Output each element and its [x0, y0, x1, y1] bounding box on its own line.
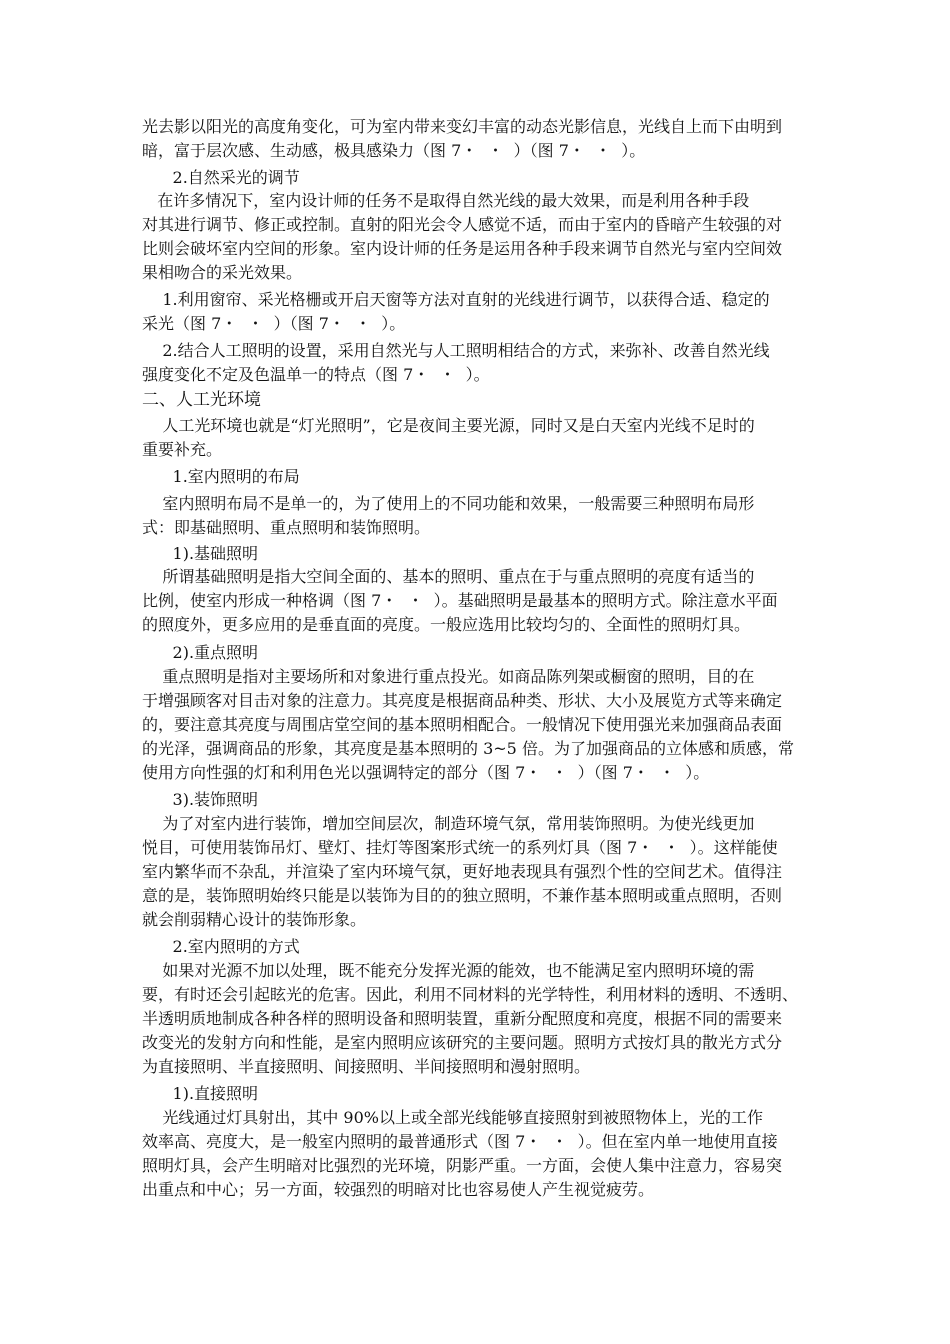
paragraph-line: 所谓基础照明是指大空间全面的、基本的照明、重点在于与重点照明的亮度有适当的 — [142, 567, 755, 586]
paragraph-line: 重要补充。 — [142, 440, 223, 459]
paragraph-line: 采光（图 7・ ・ ）（图 7・ ・ ）。 — [142, 314, 406, 333]
paragraph-line: 2.结合人工照明的设置，采用自然光与人工照明相结合的方式，来弥补、改善自然光线 — [142, 341, 770, 360]
paragraph-line: 出重点和中心；另一方面，较强烈的明暗对比也容易使人产生视觉疲劳。 — [142, 1180, 655, 1199]
section-heading: 1.室内照明的布局 — [142, 467, 300, 486]
section-heading: 二、人工光环境 — [142, 390, 261, 410]
paragraph-line: 为了对室内进行装饰，增加空间层次，制造环境气氛，常用装饰照明。为使光线更加 — [142, 814, 755, 833]
paragraph-line: 于增强顾客对目击对象的注意力。其亮度是根据商品种类、形状、大小及展览方式等来确定 — [142, 691, 783, 710]
paragraph-line: 意的是，装饰照明始终只能是以装饰为目的的独立照明，不兼作基本照明或重点照明，否则 — [142, 886, 783, 905]
paragraph-line: 效率高、亮度大，是一般室内照明的最普通形式（图 7・ ・ ）。但在室内单一地使用直接 — [142, 1132, 778, 1151]
paragraph-line: 重点照明是指对主要场所和对象进行重点投光。如商品陈列架或橱窗的照明，目的在 — [142, 667, 755, 686]
section-heading: 1).基础照明 — [142, 544, 259, 563]
paragraph-line: 果相吻合的采光效果。 — [142, 263, 303, 282]
paragraph-line: 为直接照明、半直接照明、间接照明、半间接照明和漫射照明。 — [142, 1057, 591, 1076]
paragraph-line: 人工光环境也就是“灯光照明”，它是夜间主要光源，同时又是白天室内光线不足时的 — [142, 416, 755, 435]
paragraph-line: 的，要注意其亮度与周围店堂空间的基本照明相配合。一般情况下使用强光来加强商品表面 — [142, 715, 783, 734]
paragraph-line: 半透明质地制成各种各样的照明设备和照明装置，重新分配照度和亮度，根据不同的需要来 — [142, 1009, 783, 1028]
paragraph-line: 强度变化不定及色温单一的特点（图 7・ ・ ）。 — [142, 365, 490, 384]
section-heading: 2.自然采光的调节 — [142, 168, 300, 187]
paragraph-line: 式：即基础照明、重点照明和装饰照明。 — [142, 518, 431, 537]
paragraph-line: 如果对光源不加以处理，既不能充分发挥光源的能效，也不能满足室内照明环境的需 — [142, 961, 755, 980]
paragraph-line: 在许多情况下，室内设计师的任务不是取得自然光线的最大效果，而是利用各种手段 — [142, 191, 750, 210]
paragraph-line: 室内繁华而不杂乱，并渲染了室内环境气氛，更好地表现具有强烈个性的空间艺术。值得注 — [142, 862, 783, 881]
paragraph-line: 悦目，可使用装饰吊灯、壁灯、挂灯等图案形式统一的系列灯具（图 7・ ・ ）。这样能使 — [142, 838, 778, 857]
paragraph-line: 的光泽，强调商品的形象，其亮度是基本照明的 3~5 倍。为了加强商品的立体感和质感，常 — [142, 739, 794, 758]
paragraph-line: 改变光的发射方向和性能，是室内照明应该研究的主要问题。照明方式按灯具的散光方式分 — [142, 1033, 783, 1052]
paragraph-line: 室内照明布局不是单一的，为了使用上的不同功能和效果，一般需要三种照明布局形 — [142, 494, 755, 513]
paragraph-line: 比则会破坏室内空间的形象。室内设计师的任务是运用各种手段来调节自然光与室内空间效 — [142, 239, 783, 258]
paragraph-line: 比例，使室内形成一种格调（图 7・ ・ ）。基础照明是最基本的照明方式。除注意水平面 — [142, 591, 778, 610]
paragraph-line: 就会削弱精心设计的装饰形象。 — [142, 910, 367, 929]
section-heading: 1).直接照明 — [142, 1084, 259, 1103]
paragraph-line: 对其进行调节、修正或控制。直射的阳光会令人感觉不适，而由于室内的昏暗产生较强的对 — [142, 215, 783, 234]
paragraph-line: 光线通过灯具射出，其中 90%以上或全部光线能够直接照射到被照物体上，光的工作 — [142, 1108, 763, 1127]
paragraph-line: 的照度外，更多应用的是垂直面的亮度。一般应选用比较均匀的、全面性的照明灯具。 — [142, 615, 751, 634]
paragraph-line: 光去影以阳光的高度角变化，可为室内带来变幻丰富的动态光影信息，光线自上而下由明到 — [142, 117, 783, 136]
paragraph-line: 照明灯具，会产生明暗对比强烈的光环境，阴影严重。一方面，会使人集中注意力，容易突 — [142, 1156, 783, 1175]
section-heading: 2).重点照明 — [142, 643, 259, 662]
paragraph-line: 使用方向性强的灯和利用色光以强调特定的部分（图 7・ ・ ）（图 7・ ・ ）。 — [142, 763, 710, 782]
paragraph-line: 要，有时还会引起眩光的危害。因此，利用不同材料的光学特性，利用材料的透明、不透明、 — [142, 985, 799, 1004]
section-heading: 3).装饰照明 — [142, 790, 259, 809]
paragraph-line: 暗，富于层次感、生动感，极具感染力（图 7・ ・ ）（图 7・ ・ ）。 — [142, 141, 646, 160]
paragraph-line: 1.利用窗帘、采光格栅或开启天窗等方法对直射的光线进行调节，以获得合适、稳定的 — [142, 290, 770, 309]
section-heading: 2.室内照明的方式 — [142, 937, 300, 956]
